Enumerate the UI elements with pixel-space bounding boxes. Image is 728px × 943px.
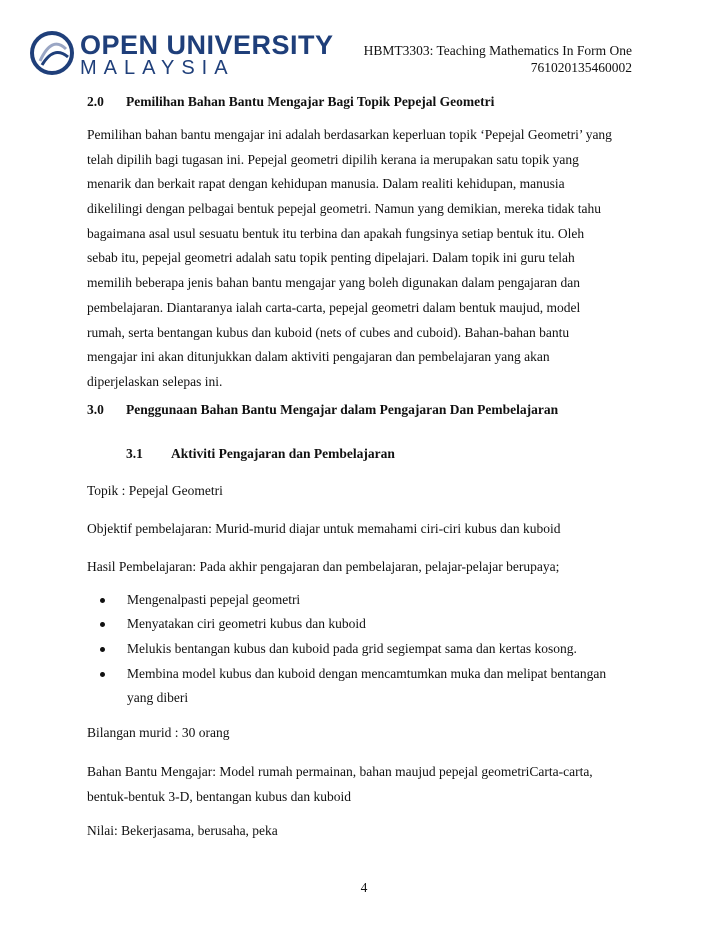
paragraph-line: bagaimana asal usul sesuatu bentuk itu terbina dan apakah fungsinya setiap bentuk itu. Oleh: [87, 225, 585, 241]
hasil-line: Hasil Pembelajaran: Pada akhir pengajaran dan pembelajaran, pelajar-pelajar berupaya;: [87, 558, 560, 574]
bullet-icon: [100, 598, 105, 603]
nilai-line: Nilai: Bekerjasama, berusaha, peka: [87, 823, 278, 839]
list-item: [87, 588, 647, 613]
subsection-number: 3.1: [126, 445, 143, 461]
subsection-title: Aktiviti Pengajaran dan Pembelajaran: [171, 445, 395, 461]
list-item: [87, 612, 647, 637]
paragraph-line: bentuk-bentuk 3-D, bentangan kubus dan kuboid: [87, 788, 351, 804]
paragraph-line: dikelilingi dengan pelbagai bentuk pepejal geometri. Namun yang demikian, mereka tidak tahu: [87, 201, 601, 217]
paragraph-line: Pemilihan bahan bantu mengajar ini adalah berdasarkan keperluan topik ‘Pepejal Geometri’ yang: [87, 127, 612, 142]
university-emblem-icon: [30, 31, 74, 75]
paragraph-line: menarik dan berkait rapat dengan kehidupan manusia. Dalam realiti kehidupan, manusia: [87, 176, 565, 192]
bilangan-line: Bilangan murid : 30 orang: [87, 725, 230, 741]
paragraph-line: Bahan Bantu Mengajar: Model rumah permainan, bahan maujud pepejal geometriCarta-carta,: [87, 764, 593, 780]
topik-line: Topik : Pepejal Geometri: [87, 482, 223, 498]
logo-text-top: OPEN UNIVERSITY: [80, 30, 334, 60]
subsection-heading-3-1: [126, 444, 647, 464]
section-title: Pemilihan Bahan Bantu Mengajar Bagi Topik Pepejal Geometri: [126, 94, 495, 109]
section-number: 3.0: [87, 401, 104, 417]
section-2-paragraph: [87, 123, 647, 395]
bullet-icon: [100, 672, 105, 677]
list-item-text: Mengenalpasti pepejal geometri: [127, 591, 301, 607]
bahan-paragraph: [87, 760, 647, 809]
section-title: Penggunaan Bahan Bantu Mengajar dalam Pengajaran Dan Pembelajaran: [126, 401, 559, 417]
student-id: 761020135460002: [530, 60, 632, 75]
section-heading-3: [87, 400, 647, 420]
section-number: 2.0: [87, 94, 104, 109]
paragraph-line: telah dipilih bagi tugasan ini. Pepejal geometri dipilih kerana ia merupakan satu topik yang: [87, 151, 579, 167]
paragraph-line: pembelajaran. Diantaranya ialah carta-carta, pepejal geometri dalam bentuk maujud, model: [87, 299, 581, 315]
paragraph-line: mengajar ini akan ditunjukkan dalam aktiviti pengajaran dan pembelajaran yang akan: [87, 349, 550, 365]
section-heading-2: [87, 92, 647, 112]
paragraph-line: rumah, serta bentangan kubus dan kuboid (nets of cubes and cuboid). Bahan-bahan bantu: [87, 324, 570, 340]
bullet-icon: [100, 647, 105, 652]
paragraph-line: memilih beberapa jenis bahan bantu mengajar yang boleh digunakan dalam pengajaran dan: [87, 275, 580, 291]
list-item-text: Menyatakan ciri geometri kubus dan kuboid: [127, 616, 366, 632]
paragraph-line: sebab itu, pepejal geometri adalah satu topik penting dipelajari. Dalam topik ini guru telah: [87, 250, 575, 266]
course-title: HBMT3303: Teaching Mathematics In Form One: [363, 43, 632, 58]
list-item: [87, 637, 647, 662]
learning-outcomes-list: [87, 588, 647, 712]
paragraph-line: diperjelaskan selepas ini.: [87, 373, 223, 389]
objektif-line: Objektif pembelajaran: Murid-murid diajar untuk memahami ciri-ciri kubus dan kuboid: [87, 520, 561, 536]
list-item-text: Melukis bentangan kubus dan kuboid pada grid segiempat sama dan kertas kosong.: [127, 640, 577, 656]
bullet-icon: [100, 622, 105, 627]
list-item-text: Membina model kubus dan kuboid dengan mencamtumkan muka dan melipat bentangan yang diberi: [127, 665, 607, 706]
document-body: [87, 92, 647, 841]
page-number: 4: [360, 880, 368, 895]
logo-text-bottom: MALAYSIA: [80, 57, 235, 79]
list-item: [87, 662, 647, 711]
page-header: [364, 42, 632, 76]
university-logo: [28, 28, 334, 80]
